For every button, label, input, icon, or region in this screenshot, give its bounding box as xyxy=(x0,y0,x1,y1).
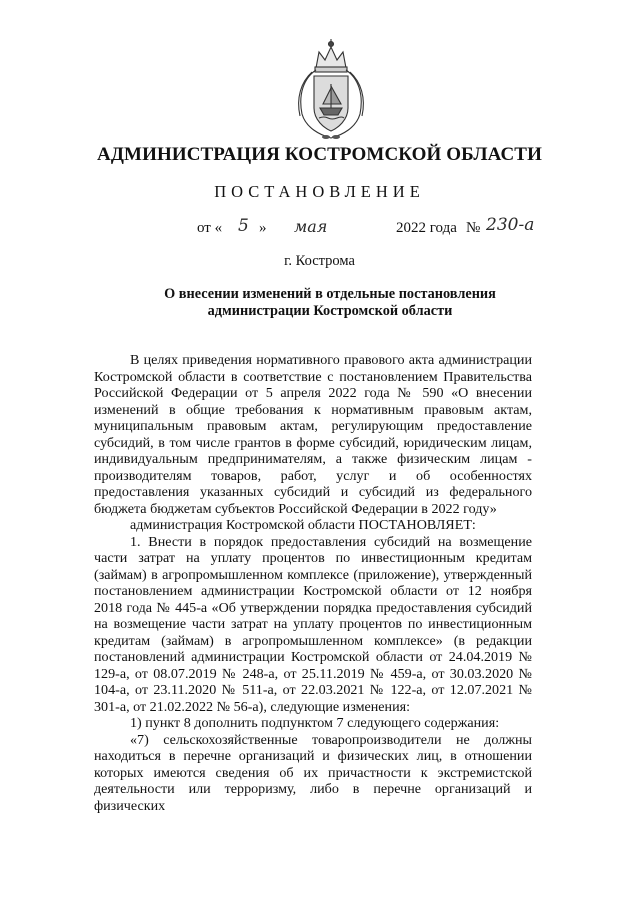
kostroma-coat-of-arms-icon xyxy=(286,38,376,142)
organization-title: АДМИНИСТРАЦИЯ КОСТРОМСКОЙ ОБЛАСТИ xyxy=(97,144,542,165)
subject-line-1: О внесении изменений в отдельные постановления xyxy=(164,286,496,302)
city-line: г. Кострома xyxy=(284,253,355,269)
decree-paragraph: администрация Костромской области ПОСТАНОВЛЯЕТ: xyxy=(130,517,476,533)
date-quote-close: » xyxy=(259,220,267,236)
date-year: 2022 года xyxy=(396,220,457,236)
subpoint-7-paragraph: «7) сельскохозяйственные товаропроизводители не должны находиться в перечне организаций и физических лиц, в отношении которых имеются сведения об их причастности к экстремистской деятельности или терроризму, либо в перечне организаций и физических xyxy=(94,731,532,814)
subject-line-2: администрации Костромской области xyxy=(207,303,453,319)
preamble-paragraph: В целях приведения нормативного правового акта администрации Костромской области в соответствие с постановлением Правительства Российской Федерации от 5 апреля 2022 года № 590 «О внесении изменений в общие требования к нормативным правовым актам, муниципальным правовым актам, регулирующим предоставление субсидий, в том числе грантов в форме субсидий, юридическим лицам, индивидуальным предпринимателям, а также физическим лицам - производителям товаров, работ, услуг и об особенностях предоставления указанных субсидий и субсидий из федерального бюджета бюджетам субъектов Российской Федерации в 2022 году» xyxy=(94,352,532,517)
subitem-1-paragraph: 1) пункт 8 дополнить подпунктом 7 следующего содержания: xyxy=(130,715,500,731)
body-text xyxy=(94,352,532,814)
date-month: мая xyxy=(294,217,328,236)
document-number: 230-а xyxy=(486,215,535,235)
subject-heading xyxy=(130,286,530,320)
date-day: 5 xyxy=(238,216,249,236)
number-sign: № xyxy=(466,220,481,236)
date-line xyxy=(0,214,639,244)
document-type: ПОСТАНОВЛЕНИЕ xyxy=(214,182,425,201)
date-prefix: от « xyxy=(197,220,223,236)
item-1-paragraph: 1. Внести в порядок предоставления субсидий на возмещение части затрат на уплату процентов по инвестиционным кредитам (займам) в агропромышленном комплексе (приложение), утвержденный постановлением администрации Костромской области от 12 ноября 2018 года № 445-а «Об утверждении порядка предоставления субсидий на возмещение части затрат на уплату процентов по инвестиционным кредитам (займам) в агропромышленном комплексе» (в редакции постановлений администрации Костромской области от 24.04.2019 № 129-а, от 08.07.2019 № 248-а, от 25.11.2019 № 459-а, от 30.03.2020 № 104-а, от 23.11.2020 № 511-а, от 22.03.2021 № 122-а, от 12.07.2021 № 301-а, от 21.02.2022 № 56-а), следующие изменения: xyxy=(94,533,532,715)
